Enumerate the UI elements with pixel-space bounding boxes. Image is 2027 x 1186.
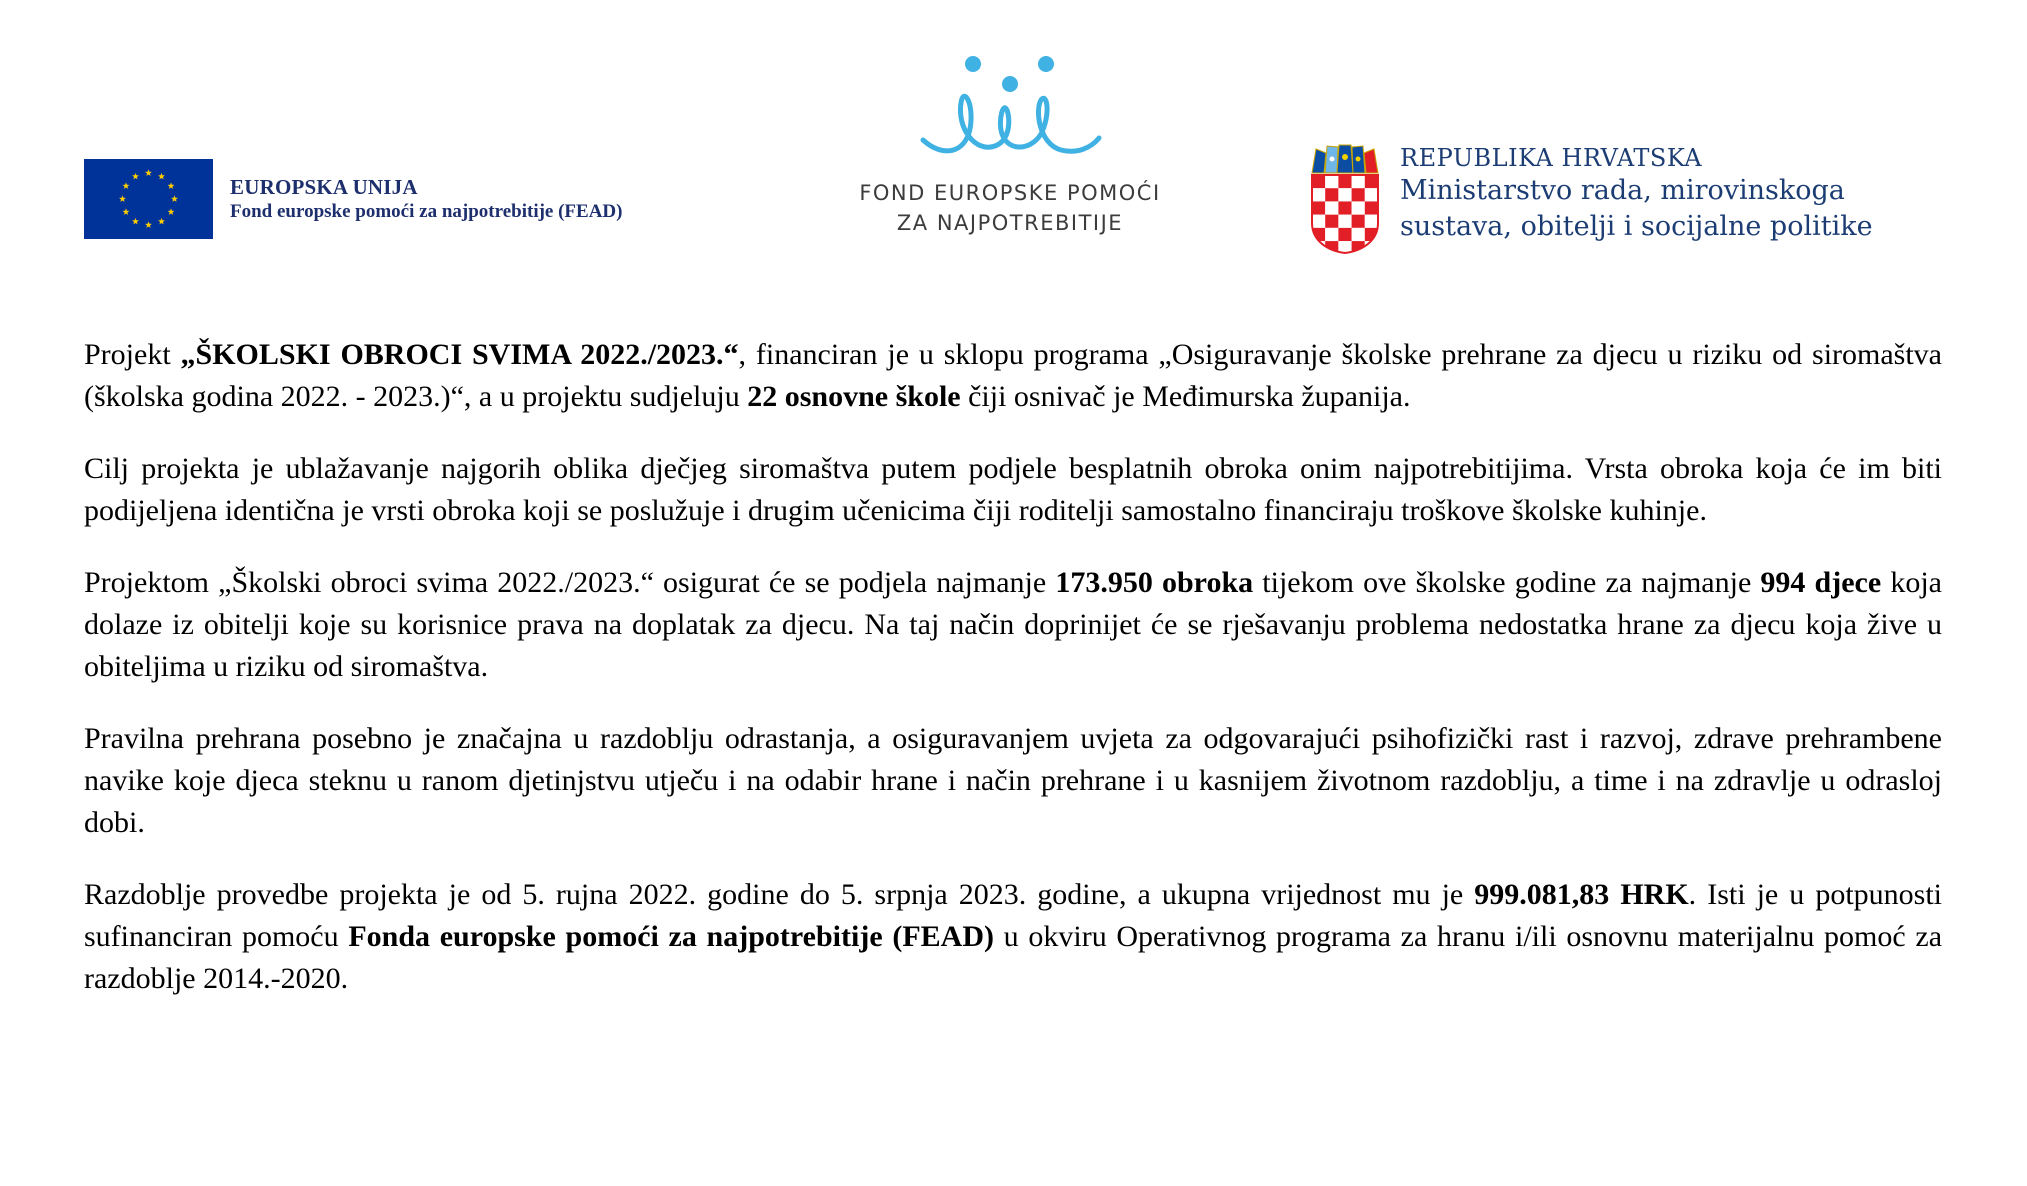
ministry-title: REPUBLIKA HRVATSKA bbox=[1400, 144, 1703, 172]
fond-logo bbox=[850, 48, 1170, 238]
eu-logo bbox=[84, 159, 622, 239]
fond-line1: FOND EUROPSKE POMOĆI bbox=[859, 181, 1161, 205]
eu-subtitle: Fond europske pomoći za najpotrebitije (FEAD) bbox=[230, 201, 623, 222]
paragraph-meals: Projektom „Školski obroci svima 2022./2023.“ osigurat će se podjela najmanje 173.950 obroka tijekom ove školske godine za najmanje 994 djece koja dolaze iz obitelji koje su korisnice prava na doplatak za djecu. Na taj način doprinijet će se rješavanju problema nedostatka hrane za djecu koja žive u obiteljima u riziku od siromaštva. bbox=[84, 566, 1942, 683]
paragraph-project-intro: Projekt „ŠKOLSKI OBROCI SVIMA 2022./2023.“, financiran je u sklopu programa „Osiguravanje školske prehrane za djecu u riziku od siromaštva (školska godina 2022. - 2023.)“, a u projektu sudjeluju 22 osnovne škole čiji osnivač je Međimurska županija. bbox=[84, 338, 1942, 413]
ministry-text bbox=[1400, 143, 1873, 245]
eu-title: EUROPSKA UNIJA bbox=[230, 175, 418, 199]
eu-logo-text bbox=[230, 174, 622, 224]
paragraph-nutrition: Pravilna prehrana posebno je značajna u razdoblju odrastanja, a osiguravanjem uvjeta za odgovarajući psihofizički rast i razvoj, zdrave prehrambene navike koje djeca steknu u ranom djetinjstvu utječu i na odabir hrane i način prehrane i u kasnijem životnom razdoblju, a time i na zdravlje u odrasloj dobi. bbox=[84, 722, 1942, 839]
document-body bbox=[84, 334, 1942, 1030]
paragraph-project-goal: Cilj projekta je ublažavanje najgorih oblika dječjeg siromaštva putem podjele besplatnih obroka onim najpotrebitijima. Vrsta obroka koja će im biti podijeljena identična je vrsti obroka koji se poslužuje i drugim učenicima čiji roditelji samostalno financiraju troškove školske kuhinje. bbox=[84, 452, 1942, 527]
eu-flag-icon bbox=[84, 159, 213, 239]
project-name: „ŠKOLSKI OBROCI SVIMA 2022./2023.“ bbox=[180, 338, 739, 371]
fond-line2: ZA NAJPOTREBITIJE bbox=[896, 211, 1124, 235]
ministry-line2: sustava, obitelji i socijalne politike bbox=[1400, 211, 1873, 242]
fund-name: Fonda europske pomoći za najpotrebitije (FEAD) bbox=[348, 920, 994, 953]
fond-logo-text bbox=[850, 178, 1170, 238]
total-value: 999.081,83 HRK bbox=[1474, 878, 1689, 911]
ministry-logo bbox=[1310, 143, 1873, 255]
meal-count: 173.950 obroka bbox=[1055, 566, 1254, 599]
paragraph-duration-value: Razdoblje provedbe projekta je od 5. rujna 2022. godine do 5. srpnja 2023. godine, a ukupna vrijednost mu je 999.081,83 HRK. Isti je u potpunosti sufinanciran pomoću Fonda europske pomoći za najpotrebitije (FEAD) u okviru Operativnog programa za hranu i/ili osnovnu materijalnu pomoć za razdoblje 2014.-2020. bbox=[84, 878, 1943, 995]
croatian-coat-of-arms-icon bbox=[1310, 143, 1380, 255]
school-count: 22 osnovne škole bbox=[747, 380, 961, 413]
children-count: 994 djece bbox=[1760, 566, 1882, 599]
fond-figures-icon bbox=[915, 48, 1105, 168]
ministry-line1: Ministarstvo rada, mirovinskoga bbox=[1400, 175, 1845, 206]
